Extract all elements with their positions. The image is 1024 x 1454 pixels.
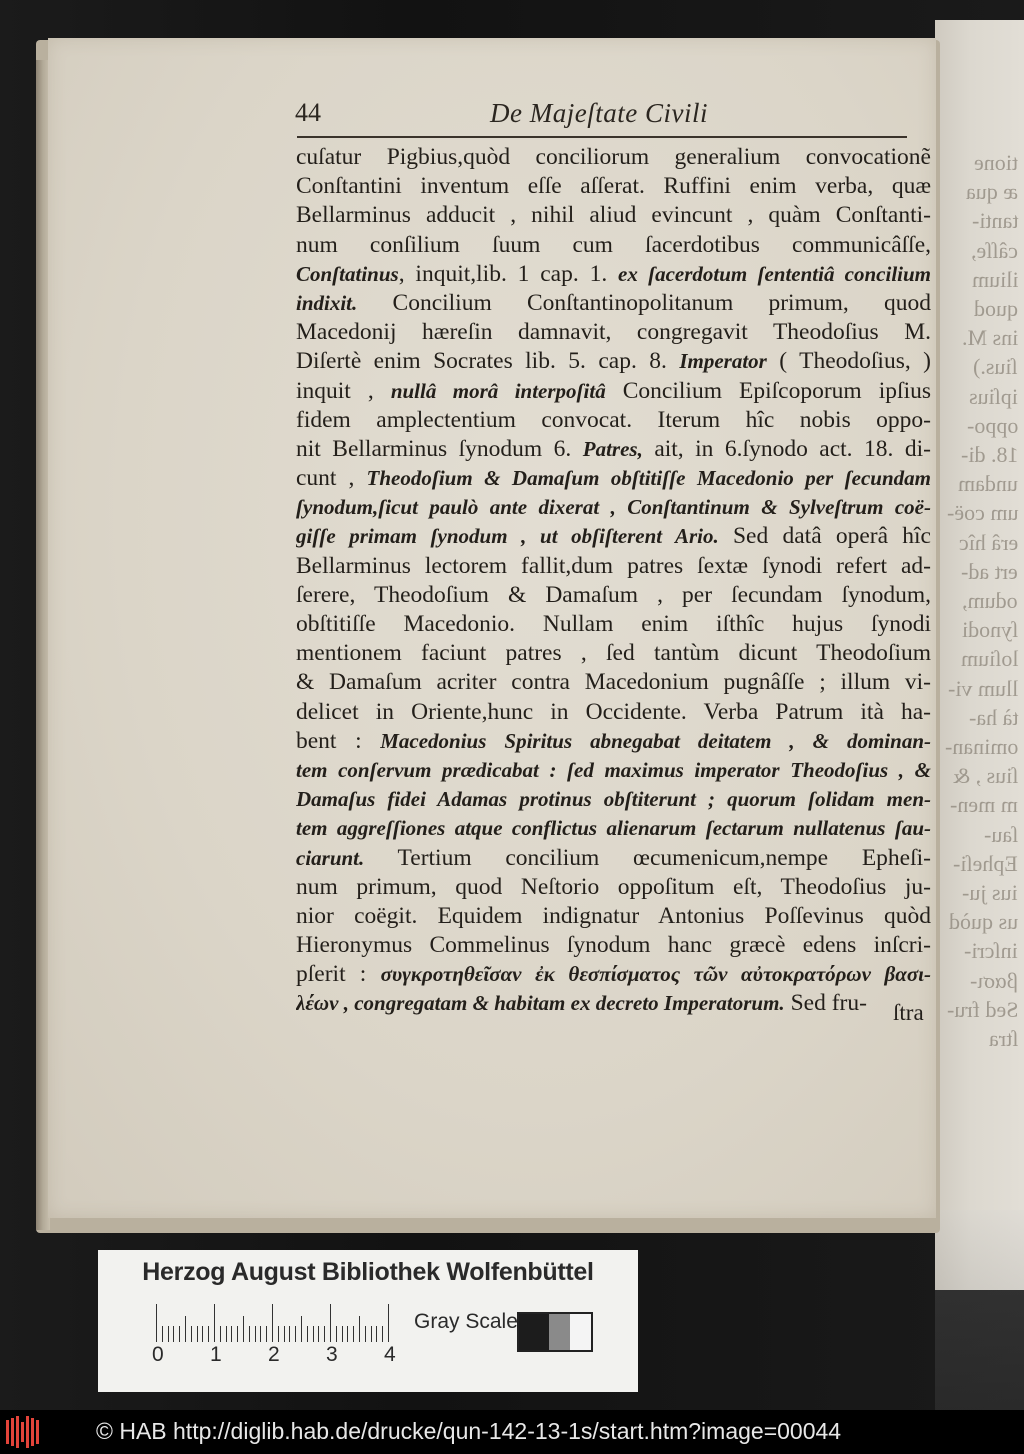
italic-text: Damaſus fidei Adamas protinus obſtiterunt ; quorum ſolidam men- bbox=[296, 787, 931, 812]
text-line: indixit. Concilium Conſtantinopolitanum primum, quod bbox=[296, 289, 931, 316]
ruler-tick bbox=[365, 1326, 366, 1342]
ruler-tick bbox=[382, 1326, 383, 1342]
text-line: ciarunt. Tertium concilium œcumenicum,nempe Epheſi- bbox=[296, 844, 931, 871]
facing-page-text: Epheſi- bbox=[953, 850, 1018, 876]
ruler-tick bbox=[214, 1304, 215, 1342]
text-line: cunt , Theodoſium & Damaſum obſtitiſſe Macedonio per ſecundam bbox=[296, 465, 931, 492]
text-line: pſerit : συγκροτηθεῖσαν ἐκ θεσπίσματος τῶν αὐτοκρατόρων βασι- bbox=[296, 961, 931, 988]
text-line: Macedonij hæreſin damnavit, congregavit Theodoſius M. bbox=[296, 319, 931, 346]
facing-page-text: βασι- bbox=[970, 967, 1018, 993]
text-line: & Damaſum acriter contra Macedonium pugnâſſe ; illum vi- bbox=[296, 669, 931, 696]
italic-text: Theodoſium & Damaſum obſtitiſſe Macedonio per ſecundam bbox=[366, 466, 931, 491]
italic-text: Patres, bbox=[582, 436, 643, 461]
ruler-tick bbox=[231, 1326, 232, 1342]
ruler-tick bbox=[347, 1326, 348, 1342]
ruler-tick bbox=[255, 1326, 256, 1342]
italic-text: ex ſacerdotum ſententiâ concilium bbox=[618, 261, 931, 286]
ruler-tick bbox=[168, 1326, 169, 1342]
italic-text: ſynodum,ſicut paulò ante dixerat , Conſtantinum & Sylveſtrum coë- bbox=[296, 495, 931, 520]
ruler-tick bbox=[185, 1316, 186, 1342]
facing-page-text: câſſe, bbox=[970, 237, 1018, 263]
text-line bbox=[296, 785, 931, 814]
ruler-tick bbox=[376, 1326, 377, 1342]
text-line: num conſilium ſuum cum ſacerdotibus communicâſſe, bbox=[296, 231, 931, 258]
gray-swatch bbox=[519, 1314, 549, 1350]
ruler-tick bbox=[388, 1304, 389, 1342]
italic-text: giſſe primam ſynodum , ut obſiſterent Ario. bbox=[296, 524, 719, 549]
ruler-tick bbox=[237, 1326, 238, 1342]
facing-page-text: loſium bbox=[960, 646, 1018, 672]
facing-page-text: ert ad- bbox=[961, 558, 1018, 584]
italic-text: tem aggreſſiones atque conflictus alienarum ſectarum nullatenus ſau- bbox=[296, 816, 931, 841]
text-line: Diſertè enim Socrates lib. 5. cap. 8. Imperator ( Theodoſius, ) bbox=[296, 348, 931, 375]
facing-page-text: ſynodi bbox=[961, 617, 1018, 643]
ruler-tick bbox=[295, 1326, 296, 1342]
library-color-card bbox=[98, 1250, 638, 1392]
facing-page-text: tà ha- bbox=[968, 704, 1018, 730]
italic-text: Macedonius Spiritus abnegabat deitatem , & dominan- bbox=[380, 728, 931, 753]
facing-page-text: ius ju- bbox=[962, 880, 1018, 905]
facing-page-text: m men- bbox=[950, 792, 1018, 818]
ruler-tick bbox=[266, 1326, 267, 1342]
text-line: cuſatur Pigbius,quòd conciliorum generalium convocationẽ bbox=[296, 144, 931, 170]
facing-page-text: tione bbox=[974, 150, 1018, 175]
ruler-tick bbox=[336, 1326, 337, 1342]
italic-text: nullâ morâ interpoſitâ bbox=[390, 378, 606, 403]
running-title: De Majeſtate Civili bbox=[490, 98, 708, 128]
ruler-tick bbox=[156, 1304, 157, 1342]
ruler-tick bbox=[278, 1326, 279, 1342]
text-line: Bellarminus lectorem fallit,dum patres ſextæ ſynodi refert ad- bbox=[296, 552, 931, 579]
ruler-tick bbox=[371, 1326, 372, 1342]
text-line bbox=[296, 756, 931, 785]
ruler-tick bbox=[359, 1316, 360, 1342]
facing-page-text: undam bbox=[958, 471, 1018, 497]
facing-page-text: Sed fru- bbox=[946, 996, 1018, 1022]
text-line bbox=[296, 814, 931, 843]
gray-swatch bbox=[570, 1314, 591, 1350]
italic-text: ciarunt. bbox=[296, 845, 365, 870]
gray-swatch bbox=[549, 1314, 570, 1350]
ruler-tick bbox=[313, 1326, 314, 1342]
ruler-number: 2 bbox=[268, 1343, 280, 1366]
text-line: giſſe primam ſynodum , ut obſiſterent Ario. Sed datâ operâ hîc bbox=[296, 523, 931, 550]
body-text bbox=[296, 143, 931, 1019]
catchword: ſtra bbox=[893, 1000, 924, 1025]
text-line: ſerere, Theodoſium & Damaſum , per ſecundam ſynodum, bbox=[296, 581, 931, 608]
footer-copyright-url[interactable]: © HAB http://diglib.hab.de/drucke/qun-142-13-1s/start.htm?image=00044 bbox=[96, 1418, 842, 1444]
facing-page-text: quod bbox=[974, 296, 1018, 321]
footer-bar bbox=[0, 1410, 1024, 1454]
facing-page-text: ſius.) bbox=[973, 354, 1018, 380]
centimeter-ruler bbox=[156, 1302, 396, 1342]
facing-page-text: inſcri- bbox=[964, 938, 1018, 964]
text-line: Bellarminus adducit , nihil aliud evincunt , quàm Conſtanti- bbox=[296, 202, 931, 229]
ruler-number: 3 bbox=[326, 1343, 338, 1366]
text-line: delicet in Oriente,hunc in Occidente. Verba Patrum ità ha- bbox=[296, 698, 931, 725]
ruler-tick bbox=[284, 1326, 285, 1342]
head-rule bbox=[297, 136, 907, 138]
facing-page-sliver bbox=[935, 20, 1024, 1290]
text-line: fidem amplectentium convocat. Iterum hîc nobis oppo- bbox=[296, 406, 931, 433]
facing-page-text: erâ hîc bbox=[958, 529, 1018, 555]
facing-page-text: llum vi- bbox=[947, 675, 1018, 701]
ruler-tick bbox=[226, 1326, 227, 1342]
facing-page-text: ominan- bbox=[944, 734, 1018, 759]
italic-text: λέων , congregatam & habitam ex decreto Imperatorum. bbox=[296, 991, 785, 1016]
gray-scale-swatches bbox=[517, 1312, 593, 1352]
text-line: bent : Macedonius Spiritus abnegabat deitatem , & dominan- bbox=[296, 727, 931, 754]
facing-page-text: æ qua bbox=[966, 179, 1018, 205]
ruler-number: 4 bbox=[384, 1343, 396, 1366]
ruler-number: 1 bbox=[210, 1343, 222, 1366]
italic-text: Conſtatinus bbox=[296, 261, 399, 286]
ruler-number: 0 bbox=[152, 1343, 164, 1366]
facing-page-text: us quòd bbox=[948, 909, 1018, 935]
italic-text: Imperator bbox=[679, 349, 767, 374]
ruler-tick bbox=[342, 1326, 343, 1342]
ruler-tick bbox=[249, 1326, 250, 1342]
hab-logo-icon bbox=[4, 1416, 44, 1448]
ruler-tick bbox=[191, 1326, 192, 1342]
text-line: Conſtatinus, inquit,lib. 1 cap. 1. ex ſacerdotum ſententiâ concilium bbox=[296, 260, 931, 287]
facing-page-text: ipſius bbox=[969, 383, 1018, 409]
text-line: mentionem faciunt patres , ſed tantùm dicunt Theodoſium bbox=[296, 640, 931, 667]
ruler-tick bbox=[220, 1326, 221, 1342]
facing-page-text: um coë- bbox=[946, 500, 1018, 526]
text-line: nior coëgit. Equidem indignatur Antonius Poſſevinus quòd bbox=[296, 902, 931, 929]
ruler-tick bbox=[243, 1316, 244, 1342]
glass-plate-reflection bbox=[935, 1210, 1024, 1410]
ruler-tick bbox=[301, 1316, 302, 1342]
italic-text: συγκροτηθεῖσαν ἐκ θεσπίσματος τῶν αὐτοκρατόρων βασι- bbox=[380, 962, 931, 987]
text-line: obſtitiſſe Macedonio. Nullam enim iſthîc hujus ſynodi bbox=[296, 611, 931, 637]
facing-page-text: ins M. bbox=[961, 325, 1018, 351]
ruler-tick bbox=[202, 1326, 203, 1342]
running-head bbox=[295, 98, 915, 138]
text-line: Conſtantini inventum eſſe aſſerat. Ruffini enim verba, quæ bbox=[296, 173, 931, 200]
facing-page-text: ſau- bbox=[983, 821, 1018, 847]
ruler-tick bbox=[289, 1326, 290, 1342]
ruler-tick bbox=[307, 1326, 308, 1342]
text-line: nit Bellarminus ſynodum 6. Patres, ait, in 6.ſynodo act. 18. di- bbox=[296, 435, 931, 462]
gray-scale-label: Gray Scale bbox=[414, 1310, 518, 1333]
ruler-tick bbox=[272, 1304, 273, 1342]
facing-page-text: tanti- bbox=[971, 208, 1018, 234]
text-line: inquit , nullâ morâ interpoſitâ Concilium Epiſcoporum ipſius bbox=[296, 377, 931, 404]
ruler-tick bbox=[179, 1326, 180, 1342]
text-line: Hieronymus Commelinus ſynodum hanc græcè edens inſcri- bbox=[296, 932, 931, 959]
facing-page-text: 18. di- bbox=[960, 442, 1018, 467]
ruler-tick bbox=[162, 1326, 163, 1342]
page-number: 44 bbox=[295, 98, 321, 127]
ruler-tick bbox=[324, 1326, 325, 1342]
facing-page-text: ſius , & bbox=[952, 763, 1018, 789]
text-line: λέων , congregatam & habitam ex decreto Imperatorum. Sed fru- bbox=[296, 990, 867, 1017]
ruler-tick bbox=[318, 1326, 319, 1342]
facing-page-text: ſtra bbox=[988, 1026, 1018, 1051]
text-line bbox=[296, 493, 931, 522]
ruler-tick bbox=[260, 1326, 261, 1342]
text-line: num primum, quod Neſtorio oppoſitum eſt, Theodoſius ju- bbox=[296, 873, 931, 900]
italic-text: tem conſervum prædicabat : ſed maximus imperator Theodoſius , & bbox=[296, 757, 931, 782]
facing-page-text: oppo- bbox=[966, 412, 1018, 438]
library-name: Herzog August Bibliothek Wolfenbüttel bbox=[142, 1258, 594, 1286]
ruler-tick bbox=[197, 1326, 198, 1342]
ruler-tick bbox=[353, 1326, 354, 1342]
facing-page-text: ilium bbox=[971, 266, 1018, 292]
ruler-tick bbox=[330, 1304, 331, 1342]
italic-text: indixit. bbox=[296, 290, 358, 315]
facing-page-text: odum, bbox=[962, 588, 1018, 613]
ruler-tick bbox=[173, 1326, 174, 1342]
ruler-tick bbox=[208, 1326, 209, 1342]
